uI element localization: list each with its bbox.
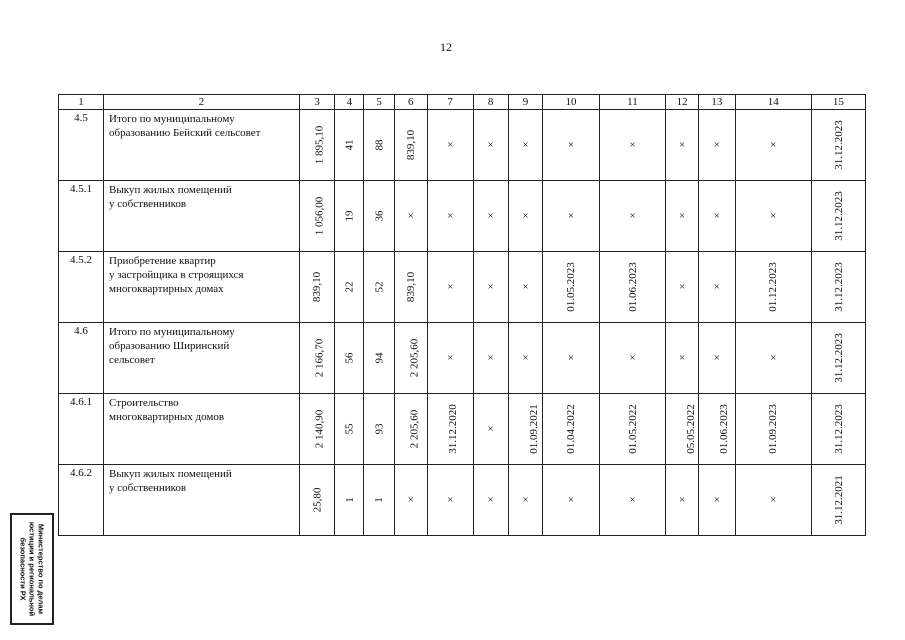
cell-value: 1 056,00 [312,196,325,236]
row-number: 4.6.2 [59,465,104,536]
row-name [104,252,300,323]
cell-col-14 [735,181,811,252]
cell-value: 94 [373,352,386,364]
cell-col-3 [299,323,335,394]
column-header-3: 3 [299,95,335,110]
cell-value: 56 [343,352,356,364]
cell-col-3 [299,394,335,465]
not-applicable-mark: × [487,494,494,506]
cell-value: 31.12.2021 [832,475,845,525]
cell-col-13 [698,394,735,465]
cell-col-6 [394,465,427,536]
cell-col-9 [508,110,543,181]
cell-value: 36 [373,210,386,222]
cell-col-10 [543,181,599,252]
cell-value: 1 [343,497,356,503]
cell-value: 31.12.2023 [832,191,845,241]
cell-col-15 [811,252,865,323]
cell-col-10 [543,465,599,536]
cell-value: 2 205,60 [408,409,421,449]
row-name [104,181,300,252]
not-applicable-mark: × [770,210,777,222]
not-applicable-mark: × [522,494,529,506]
row-name-line: многоквартирных домах [109,283,224,295]
stamp-line: юстиции и региональной [27,521,37,617]
cell-value: 31.12.2023 [832,120,845,170]
cell-col-12 [666,252,699,323]
column-header-1: 1 [59,95,104,110]
column-header-7: 7 [427,95,473,110]
not-applicable-mark: × [447,352,454,364]
cell-col-7 [427,394,473,465]
cell-col-11 [599,252,666,323]
cell-col-8 [473,465,508,536]
table-row [59,323,866,394]
cell-value: 25,80 [311,487,324,513]
cell-col-4 [335,252,364,323]
cell-value: 01.12.2023 [767,262,780,312]
row-name-line: Строительство [109,397,179,409]
column-header-13: 13 [698,95,735,110]
column-header-12: 12 [666,95,699,110]
cell-value: 2 166,70 [312,338,325,378]
row-number: 4.6.1 [59,394,104,465]
not-applicable-mark: × [770,494,777,506]
cell-value: 01.05.2023 [565,262,577,312]
cell-col-5 [364,181,395,252]
not-applicable-mark: × [629,210,636,222]
not-applicable-mark: × [629,139,636,151]
cell-col-13 [698,110,735,181]
row-name-line: у собственников [109,198,187,210]
cell-col-4 [335,465,364,536]
not-applicable-mark: × [713,281,721,293]
row-name-line: Приобретение квартир [109,255,216,267]
cell-value: 01.04.2022 [565,404,577,454]
cell-value: 01.05.2022 [626,404,639,454]
cell-col-4 [335,323,364,394]
cell-col-5 [364,465,395,536]
not-applicable-mark: × [487,281,494,293]
column-header-14: 14 [735,95,811,110]
column-header-9: 9 [508,95,543,110]
row-name [104,394,300,465]
row-name [104,465,300,536]
cell-value: 41 [343,139,356,151]
cell-value: 01.09.2021 [527,404,540,454]
cell-col-6 [394,394,427,465]
column-header-5: 5 [364,95,395,110]
cell-col-6 [394,252,427,323]
cell-col-6 [394,181,427,252]
cell-col-13 [698,252,735,323]
cell-col-12 [666,394,699,465]
cell-col-3 [299,110,335,181]
cell-col-12 [666,110,699,181]
not-applicable-mark: × [567,139,575,151]
not-applicable-mark: × [487,210,494,222]
cell-col-5 [364,323,395,394]
page-number: 12 [440,40,452,54]
cell-value: 1 895,10 [312,125,325,165]
cell-value: 839,10 [404,129,417,161]
not-applicable-mark: × [567,210,575,222]
stamp-text [19,517,46,621]
not-applicable-mark: × [678,281,686,293]
cell-value: 93 [373,423,386,435]
cell-col-7 [427,110,473,181]
row-number: 4.5 [59,110,104,181]
cell-value: 01.06.2023 [717,404,730,454]
column-header-6: 6 [394,95,427,110]
column-header-15: 15 [811,95,865,110]
cell-col-12 [666,465,699,536]
cell-value: 88 [373,139,386,151]
not-applicable-mark: × [770,139,777,151]
row-name-line: Выкуп жилых помещений [109,184,232,196]
cell-col-15 [811,181,865,252]
cell-col-10 [543,323,599,394]
not-applicable-mark: × [713,494,721,506]
row-name-line: у застройщика в строящихся [109,269,244,281]
cell-value: 22 [343,281,356,293]
cell-col-13 [698,181,735,252]
cell-col-11 [599,465,666,536]
not-applicable-mark: × [522,139,529,151]
table-row [59,110,866,181]
not-applicable-mark: × [447,281,454,293]
cell-col-13 [698,323,735,394]
cell-value: 52 [373,281,386,293]
row-name [104,323,300,394]
not-applicable-mark: × [447,494,454,506]
cell-col-10 [543,252,599,323]
row-name-line: многоквартирных домов [109,411,225,423]
not-applicable-mark: × [567,494,575,506]
cell-col-14 [735,323,811,394]
row-number: 4.5.2 [59,252,104,323]
not-applicable-mark: × [713,139,721,151]
not-applicable-mark: × [522,281,529,293]
cell-col-14 [735,110,811,181]
cell-value: 31.12.2023 [832,404,845,454]
row-name-line: образованию Бейский сельсовет [109,127,261,139]
row-name-line: сельсовет [109,354,155,366]
cell-value: 19 [343,210,356,222]
cell-col-8 [473,110,508,181]
not-applicable-mark: × [678,494,686,506]
cell-col-4 [335,181,364,252]
table-row [59,252,866,323]
cell-col-3 [299,181,335,252]
column-header-10: 10 [543,95,599,110]
header-row [59,95,866,110]
ministry-stamp [10,513,54,625]
cell-value: 2 140,90 [312,409,325,449]
cell-col-10 [543,110,599,181]
not-applicable-mark: × [713,210,721,222]
not-applicable-mark: × [447,210,454,222]
cell-col-11 [599,110,666,181]
cell-col-8 [473,394,508,465]
not-applicable-mark: × [629,494,636,506]
cell-col-8 [473,181,508,252]
not-applicable-mark: × [522,352,529,364]
not-applicable-mark: × [629,352,636,364]
cell-col-5 [364,252,395,323]
cell-col-14 [735,465,811,536]
cell-col-9 [508,323,543,394]
cell-col-6 [394,323,427,394]
row-name-line: Итого по муниципальному [109,113,235,125]
not-applicable-mark: × [407,494,414,506]
column-header-11: 11 [599,95,666,110]
cell-col-13 [698,465,735,536]
cell-col-6 [394,110,427,181]
cell-col-3 [299,252,335,323]
cell-col-7 [427,181,473,252]
cell-col-15 [811,110,865,181]
row-name-line: Итого по муниципальному [109,326,235,338]
cell-col-9 [508,252,543,323]
resettlement-plan-table [58,94,866,536]
cell-col-7 [427,252,473,323]
stamp-line: безопасности РХ [18,537,28,601]
cell-col-12 [666,181,699,252]
not-applicable-mark: × [713,352,721,364]
cell-value: 31.12.2020 [446,404,459,454]
cell-col-7 [427,323,473,394]
cell-value: 31.12.2023 [832,262,845,312]
cell-col-5 [364,394,395,465]
row-number: 4.5.1 [59,181,104,252]
row-name-line: у собственников [109,482,187,494]
cell-value: 2 205,60 [408,338,421,378]
cell-col-7 [427,465,473,536]
cell-col-4 [335,110,364,181]
not-applicable-mark: × [522,210,529,222]
cell-value: 839,10 [311,271,324,303]
cell-col-11 [599,394,666,465]
cell-value: 05.05.2022 [684,404,697,454]
cell-col-3 [299,465,335,536]
not-applicable-mark: × [487,423,494,435]
cell-col-4 [335,394,364,465]
cell-col-14 [735,394,811,465]
cell-value: 55 [343,423,356,435]
row-name [104,110,300,181]
cell-value: 01.06.2023 [626,262,639,312]
table-row [59,465,866,536]
cell-value: 01.09.2023 [767,404,780,454]
table-row [59,394,866,465]
row-name-line: Выкуп жилых помещений [109,468,232,480]
not-applicable-mark: × [487,139,494,151]
row-name-line: образованию Ширинский [109,340,230,352]
table-row [59,181,866,252]
column-header-2: 2 [104,95,300,110]
cell-col-12 [666,323,699,394]
cell-col-11 [599,323,666,394]
cell-col-8 [473,323,508,394]
cell-col-9 [508,465,543,536]
not-applicable-mark: × [567,352,575,364]
cell-value: 839,10 [404,271,417,303]
cell-value: 1 [373,497,386,503]
not-applicable-mark: × [487,352,494,364]
cell-col-9 [508,394,543,465]
column-header-8: 8 [473,95,508,110]
cell-col-15 [811,323,865,394]
cell-value: 31.12.2023 [832,333,845,383]
not-applicable-mark: × [770,352,777,364]
cell-col-5 [364,110,395,181]
not-applicable-mark: × [678,352,686,364]
cell-col-14 [735,252,811,323]
not-applicable-mark: × [447,139,454,151]
cell-col-15 [811,394,865,465]
not-applicable-mark: × [407,210,414,222]
cell-col-11 [599,181,666,252]
cell-col-9 [508,181,543,252]
stamp-line: Министерство по делам [36,523,46,615]
row-number: 4.6 [59,323,104,394]
not-applicable-mark: × [678,210,686,222]
cell-col-15 [811,465,865,536]
cell-col-10 [543,394,599,465]
column-header-4: 4 [335,95,364,110]
cell-col-8 [473,252,508,323]
not-applicable-mark: × [678,139,686,151]
